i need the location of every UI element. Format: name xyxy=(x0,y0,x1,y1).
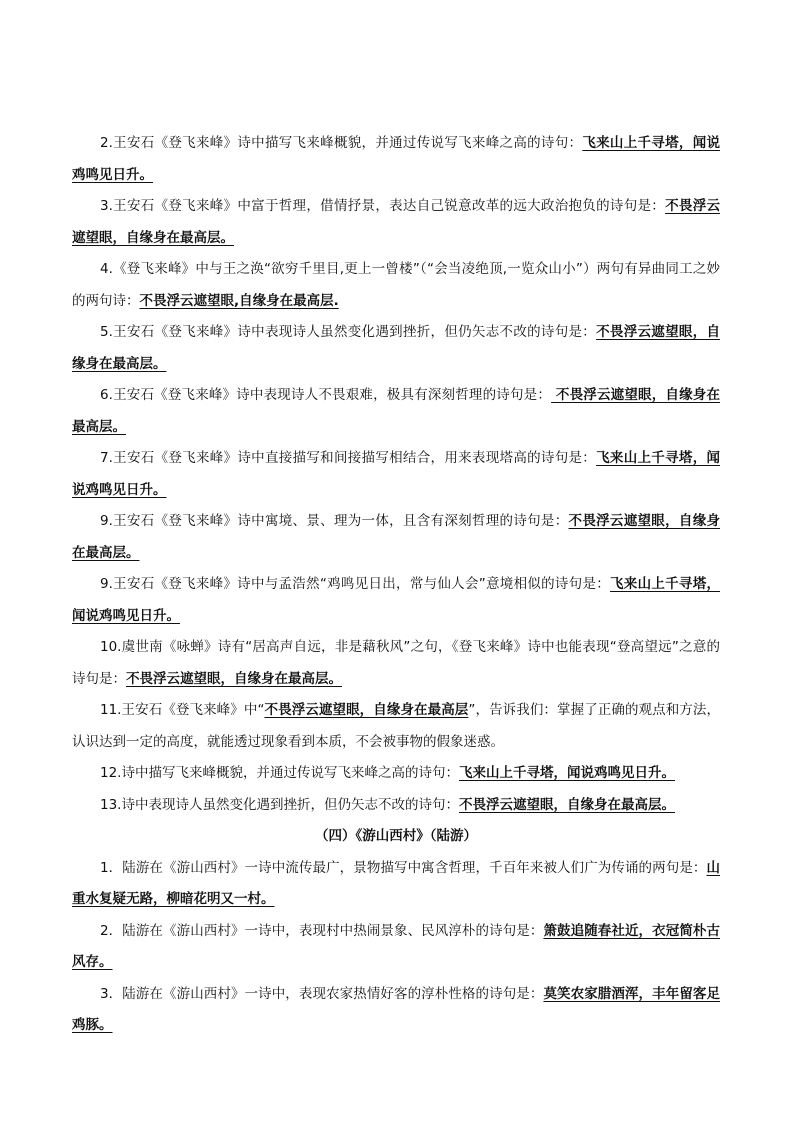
question-text: 3．陆游在《游山西村》一诗中，表现农家热情好客的淳朴性格的诗句是： xyxy=(100,985,544,1002)
answer-text: 箫鼓追随春社近，衣冠简朴古风存。 xyxy=(72,922,720,970)
question-text: 2．陆游在《游山西村》一诗中，表现村中热闹景象、民风淳朴的诗句是： xyxy=(100,922,544,939)
question-text: 1．陆游在《游山西村》一诗中流传最广，景物描写中寓含哲理，千百年来被人们广为传诵的两句是： xyxy=(100,859,707,876)
answer-text: 不畏浮云遮望眼，自缘身在最高层。 xyxy=(126,670,342,687)
answer-text: 不畏浮云遮望眼，自缘身在最高层。 xyxy=(72,324,720,372)
question-item xyxy=(72,790,720,822)
question-item xyxy=(72,128,720,191)
question-text-tail: ”，告诉我们：掌握了正确的观点和方法，认识达到一定的高度，就能透过现象看到本质，不会被事物的假象迷惑。 xyxy=(72,702,720,750)
answer-text: 不畏浮云遮望眼，自缘身在最高层。 xyxy=(72,198,721,246)
question-text: 5.王安石《登飞来峰》诗中表现诗人虽然变化遇到挫折，但仍矢志不改的诗句是： xyxy=(100,324,597,340)
document-body xyxy=(72,128,720,1042)
question-text: 7.王安石《登飞来峰》诗中直接描写和间接描写相结合，用来表现塔高的诗句是： xyxy=(100,450,597,466)
question-item xyxy=(72,569,720,632)
question-text: 2.王安石《登飞来峰》诗中描写飞来峰概貌，并通过传说写飞来峰之高的诗句： xyxy=(100,135,583,151)
answer-text: 飞来山上千寻塔，闻说鸡鸣见日升。 xyxy=(72,135,720,183)
answer-text: 山重水复疑无路，柳暗花明又一村。 xyxy=(72,859,720,907)
question-text: 9.王安石《登飞来峰》诗中与孟浩然“鸡鸣见日出，常与仙人会”意境相似的诗句是： xyxy=(100,576,611,592)
section-heading: （四）《游山西村》（陆游） xyxy=(315,828,477,844)
question-item xyxy=(72,853,720,916)
answer-text: 不畏浮云遮望眼,自缘身在最高层. xyxy=(139,292,339,309)
question-item xyxy=(72,758,720,790)
question-text: 11.王安石《登飞来峰》中“ xyxy=(100,702,265,718)
question-text: 12.诗中描写飞来峰概貌，并通过传说写飞来峰之高的诗句： xyxy=(100,765,459,781)
question-item xyxy=(72,695,720,758)
question-text: 9.王安石《登飞来峰》诗中寓境、景、理为一体，且含有深刻哲理的诗句是： xyxy=(100,513,569,529)
question-item xyxy=(72,632,720,695)
answer-text: 不畏浮云遮望眼，自缘身在最高层。 xyxy=(458,796,675,813)
question-text: 4.《登飞来峰》中与王之涣“欲穷千里目,更上一曾楼”（“会当凌绝顶,一览众山小”）两句有异曲同工之妙的两句诗： xyxy=(72,261,720,309)
question-item xyxy=(72,191,720,254)
question-item xyxy=(72,916,720,979)
answer-text: 飞来山上千寻塔，闻说鸡鸣见日升。 xyxy=(458,765,675,781)
question-item xyxy=(72,979,720,1042)
question-item xyxy=(72,380,720,443)
answer-text: 飞来山上千寻塔，闻说鸡鸣见日升。 xyxy=(72,576,720,624)
answer-text: 不畏浮云遮望眼，自缘身在最高层。 xyxy=(72,513,720,561)
answer-text: 飞来山上千寻塔，闻说鸡鸣见日升。 xyxy=(72,450,720,498)
answer-text: 莫笑农家腊酒浑，丰年留客足鸡豚。 xyxy=(72,985,720,1033)
question-item xyxy=(72,506,720,569)
answer-text: 不畏浮云遮望眼，自缘身在最高层。 xyxy=(72,387,720,435)
question-text: 3.王安石《登飞来峰》中富于哲理，借情抒景，表达自己锐意改革的远大政治抱负的诗句是： xyxy=(100,198,666,214)
question-text: 6.王安石《登飞来峰》诗中表现诗人不畏艰难，极具有深刻哲理的诗句是： xyxy=(100,387,552,403)
question-text: 13.诗中表现诗人虽然变化遇到挫折，但仍矢志不改的诗句： xyxy=(100,796,459,813)
question-text: 10.虞世南《咏蝉》诗有“居高声自远，非是藉秋风”之句，《登飞来峰》诗中也能表现“登高望远”之意的诗句是： xyxy=(72,639,720,687)
question-item xyxy=(72,254,720,317)
question-item xyxy=(72,443,720,506)
answer-text: 不畏浮云遮望眼，自缘身在最高层 xyxy=(264,702,469,718)
question-item xyxy=(72,317,720,380)
